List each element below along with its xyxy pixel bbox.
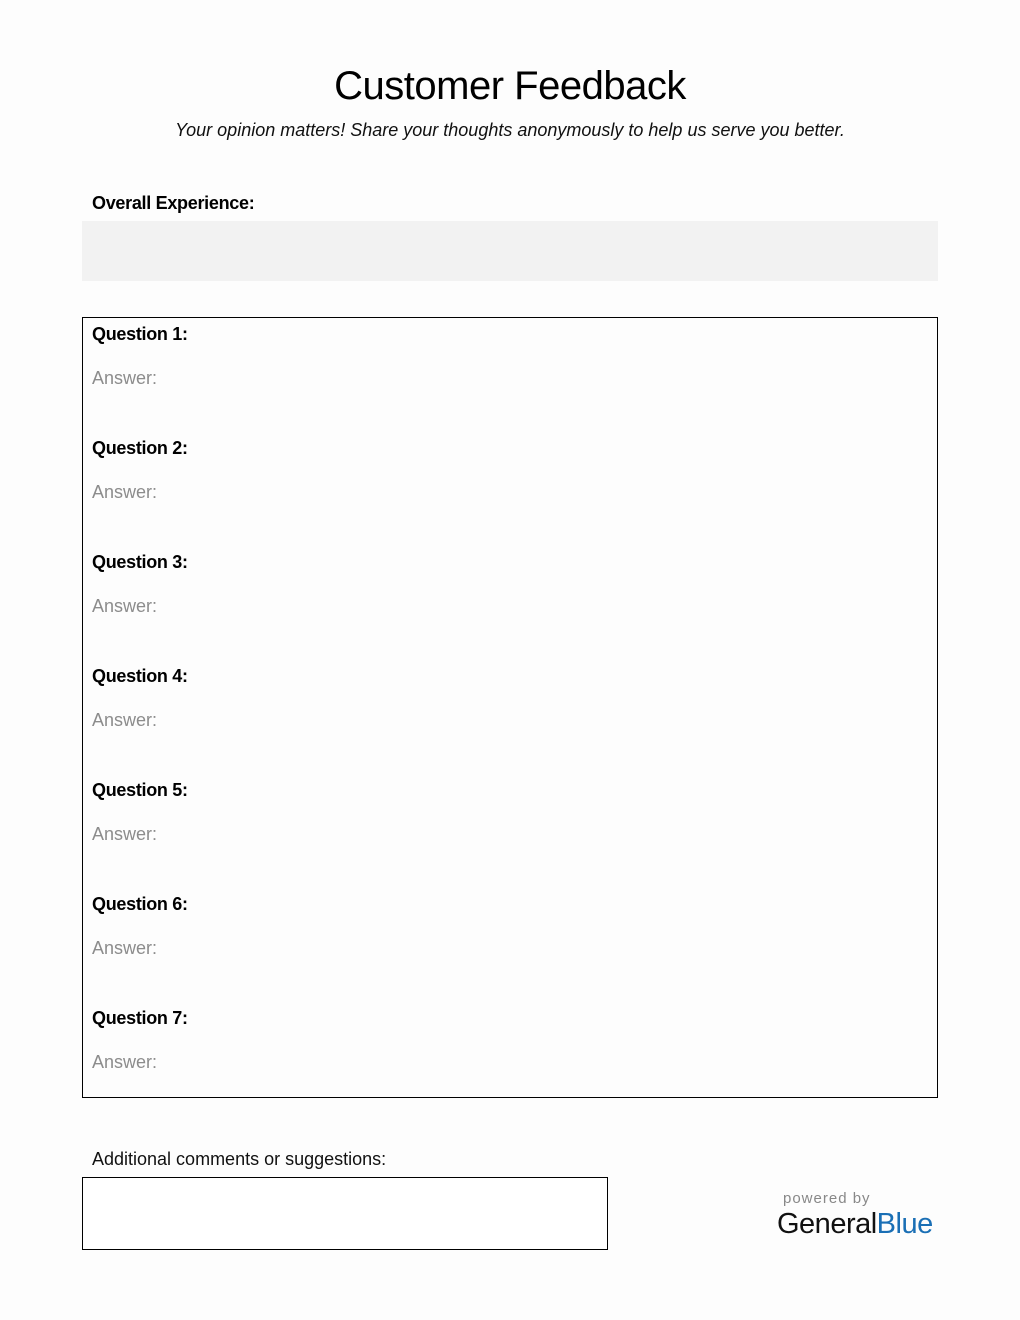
answer-field[interactable]: Answer: — [92, 710, 158, 730]
question-item — [92, 438, 188, 503]
overall-experience-label: Overall Experience: — [92, 193, 255, 213]
question-label: Question 1: — [92, 324, 188, 344]
question-item — [92, 666, 188, 731]
question-item — [92, 894, 188, 959]
question-label: Question 5: — [92, 780, 188, 800]
page-title: Customer Feedback — [334, 64, 686, 108]
comments-label: Additional comments or suggestions: — [92, 1149, 387, 1169]
question-item — [92, 552, 188, 617]
question-label: Question 6: — [92, 894, 188, 914]
answer-field[interactable]: Answer: — [92, 596, 158, 616]
question-label: Question 4: — [92, 666, 188, 686]
questions-box — [82, 317, 938, 1098]
answer-field[interactable]: Answer: — [92, 824, 158, 844]
generalblue-logo — [777, 1208, 933, 1241]
brand-part-blue: Blue — [876, 1208, 933, 1240]
question-item — [92, 780, 188, 845]
page-subtitle: Your opinion matters! Share your thoughts anonymously to help us serve you better. — [175, 120, 845, 140]
answer-field[interactable]: Answer: — [92, 482, 158, 502]
question-label: Question 2: — [92, 438, 188, 458]
overall-experience-field[interactable] — [82, 221, 938, 281]
question-item — [92, 324, 188, 389]
answer-field[interactable]: Answer: — [92, 368, 158, 388]
question-label: Question 3: — [92, 552, 188, 572]
answer-field[interactable]: Answer: — [92, 1052, 158, 1072]
answer-field[interactable]: Answer: — [92, 938, 158, 958]
powered-by-text: powered by — [783, 1190, 871, 1207]
question-item — [92, 1008, 188, 1073]
question-label: Question 7: — [92, 1008, 188, 1028]
comments-field[interactable] — [82, 1177, 608, 1250]
brand-part-general: General — [777, 1208, 877, 1240]
